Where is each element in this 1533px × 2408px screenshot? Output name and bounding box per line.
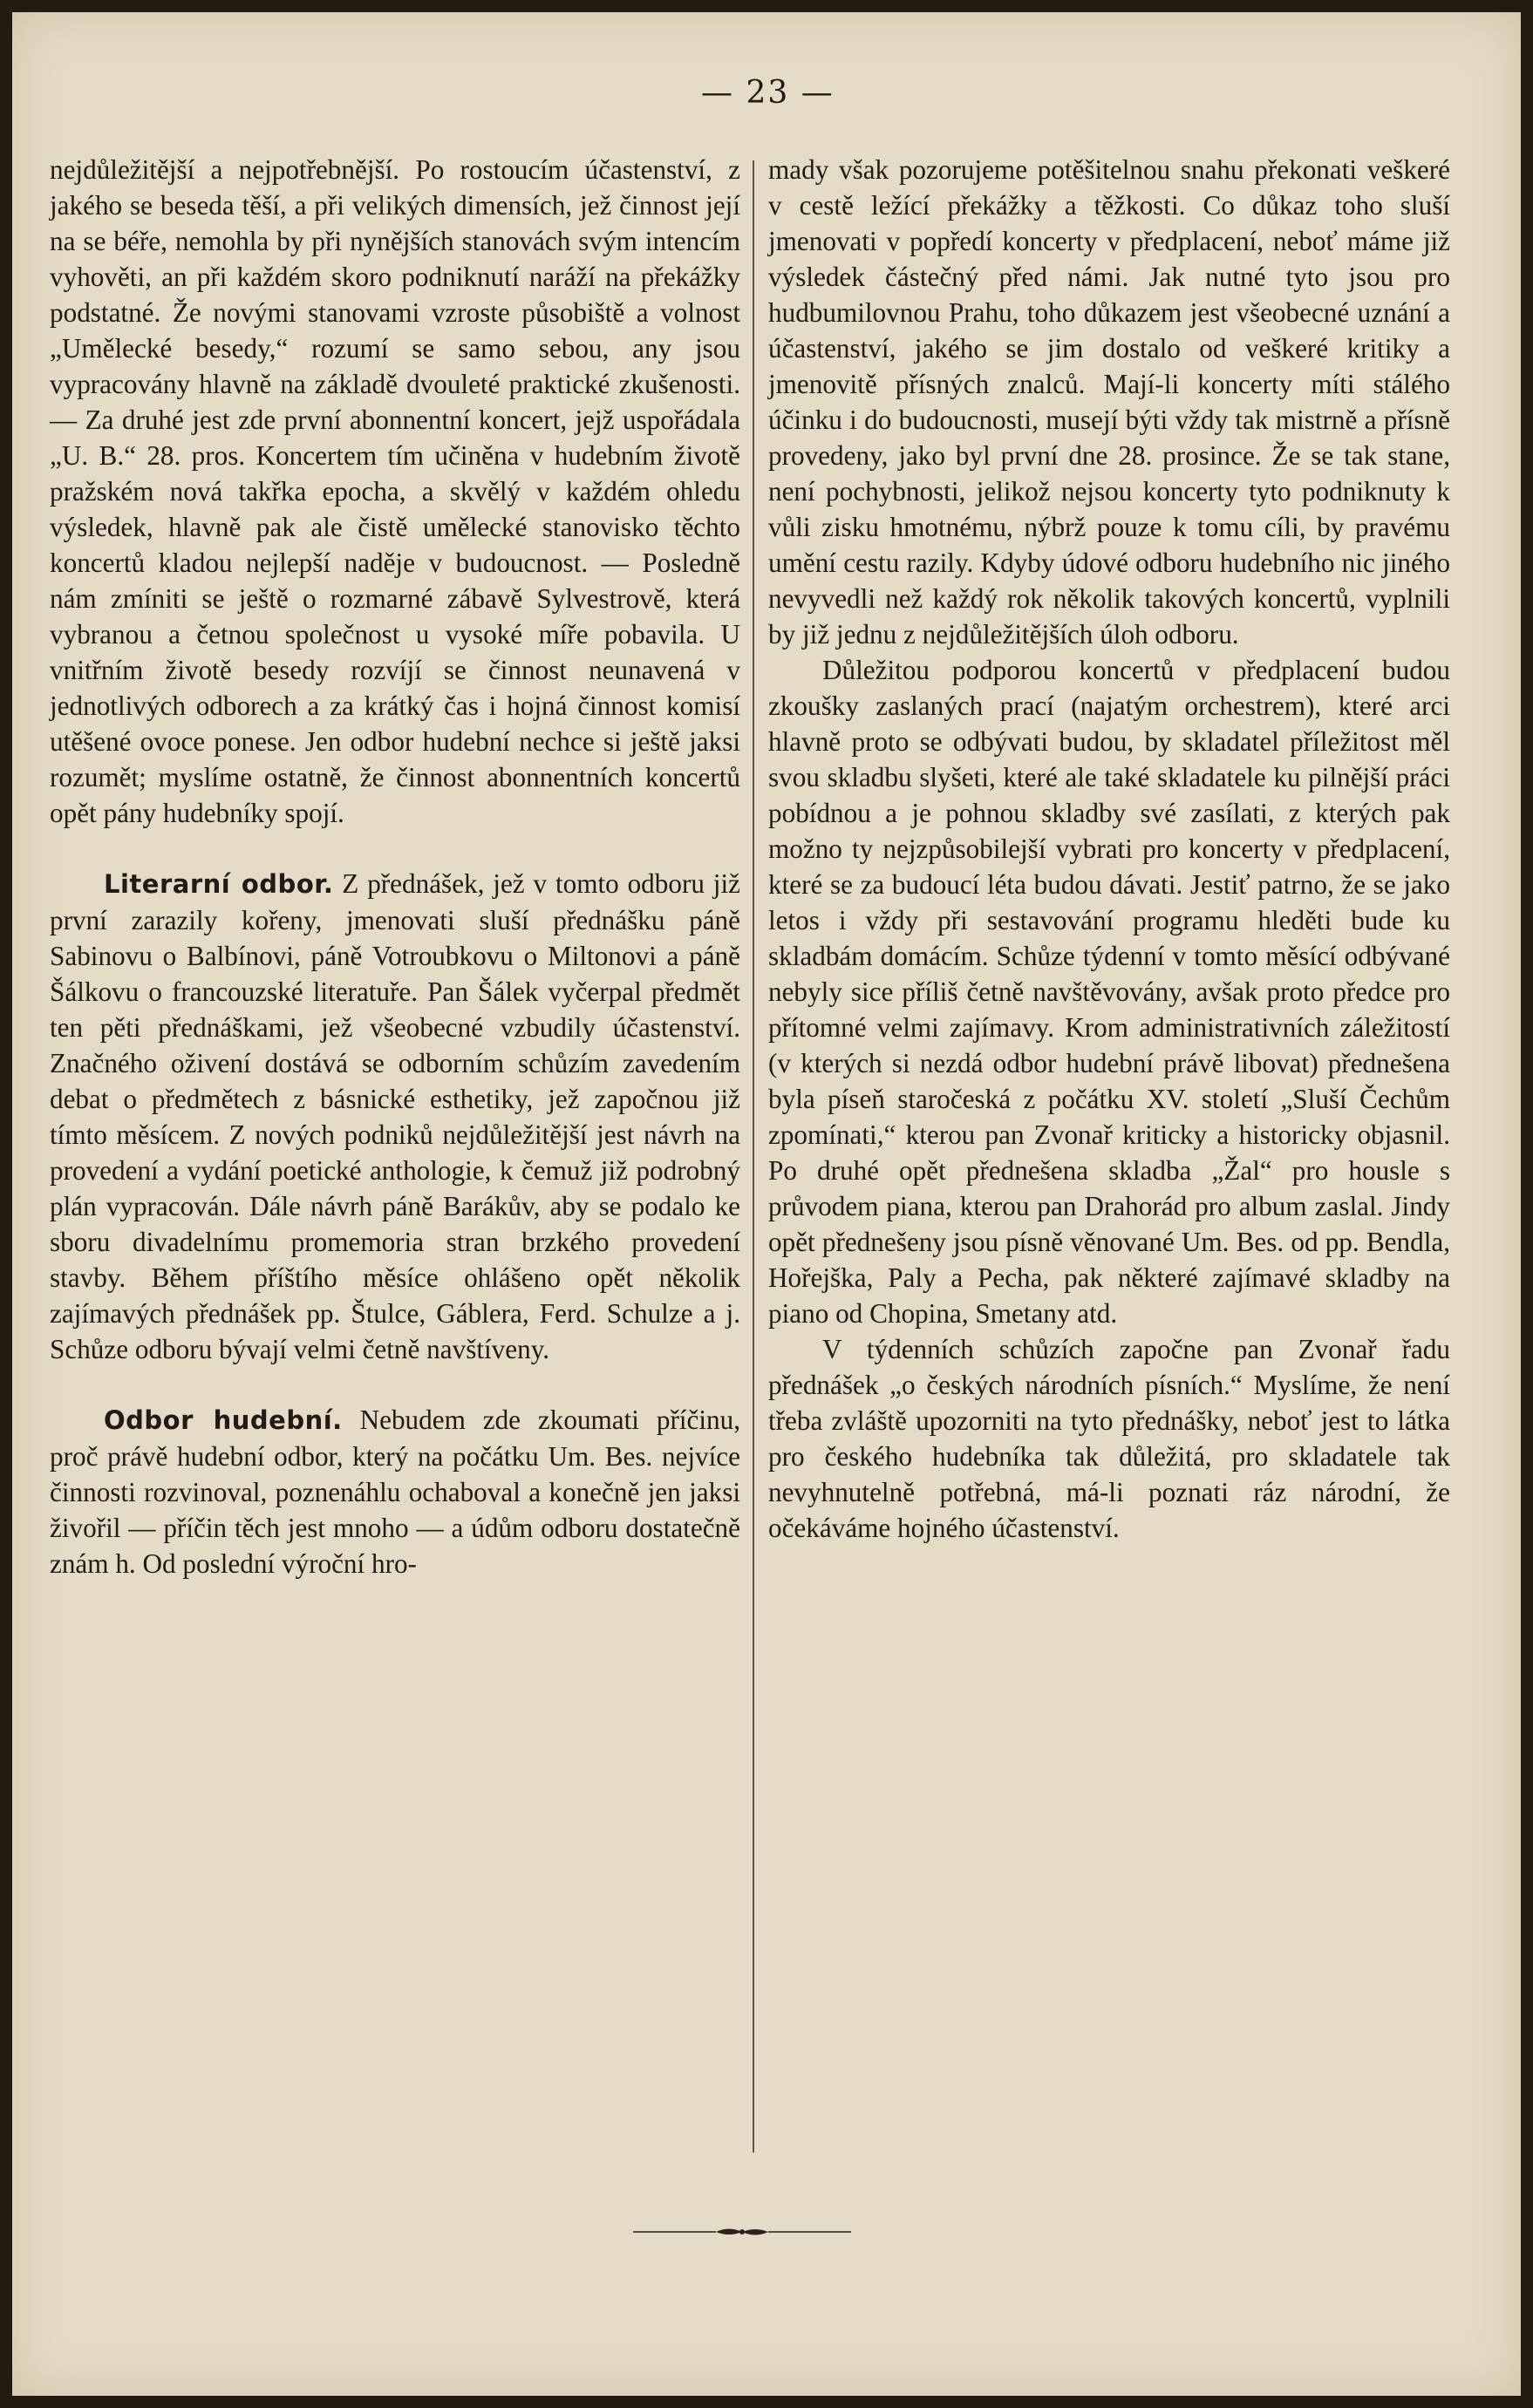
paragraph-music-section (50, 1402, 740, 1582)
column-divider (753, 160, 754, 2153)
paragraph-lectures: V týdenních schůzích započne pan Zvonař řadu přednášek „o českých národních písních.“ Myslíme, že není třeba zvláště upozorniti na tyto přednášky, neboť jest to látka pro českého hudebníka tak důležitá, pro skladatele tak nevyhnutelně potřebná, má-li poznati ráz národní, že očekáváme hojného účastenství. (768, 1334, 1450, 1543)
section-heading-literary: Literarní odbor. (104, 869, 334, 899)
paragraph-literary-section (50, 866, 740, 1367)
left-column (50, 152, 740, 1582)
newspaper-page (12, 12, 1521, 2396)
paragraph-beseda-report: nejdůležitější a nejpotřebnější. Po rostoucím účastenství, z jakého se beseda těší, a při velikých dimensích, jež činnost její na se béře, nemohla by při nynějších stanovách svým intencím vyhověti, an při každém skoro podniknutí naráží na překážky podstatné. Že novými stanovami vzroste působiště a volnost „Umělecké besedy,“ rozumí se samo sebou, any jsou vypracovány hlavně na základě dvouleté praktické zkušenosti. — Za druhé jest zde první abonnentní koncert, jejž uspořádala „U. B.“ 28. pros. Koncertem tím učiněna v hudebním životě pražském nová takřka epocha, a skvělý v každém ohledu výsledek, hlavně pak ale čistě umělecké stanovisko těchto koncertů kladou nejlepší naděje v budoucnost. — Posledně nám zmíniti se ještě o rozmarné zábavě Sylvestrově, která vybranou a četnou společnost u vysoké míře pobavila. U vnitřním životě besedy rozvíjí se činnost neunavená v jednotlivých odborech a za krátký čas i hojná činnost komisí utěšené ovoce ponese. Jen odbor hudební nechce si ještě jaksi rozumět; myslíme ostatně, že činnost abonnentních koncertů opět pány hudebníky spojí. (50, 154, 740, 828)
right-column (768, 152, 1450, 1546)
paragraph-concerts: mady však pozorujeme potěšitelnou snahu překonati veškeré v cestě ležící překážky a těžkosti. Co důkaz toho sluší jmenovati v popředí koncerty v předplacení, neboť máme již výsledek částečný před námi. Jak nutné tyto jsou pro hudbumilovnou Prahu, toho důkazem jest všeobecné uznání a účastenství, jakého se jim dostalo od veškeré kritiky a jmenovitě přísných znalců. Mají-li koncerty míti stálého účinku i do budoucnosti, musejí býti vždy tak mistrně a přísně provedeny, jako byl první dne 28. prosince. Že se tak stane, není pochybnosti, jelikož nejsou koncerty tyto podniknuty k vůli zisku hmotnému, nýbrž pouze k tomu cíli, by pravému umění cestu razily. Kdyby údové odboru hudebního nic jiného nevyvedli než každý rok několik takových koncertů, vyplnili by již jednu z nejdůležitějších úloh odboru. (768, 154, 1450, 650)
music-section-text: Nebudem zde zkoumati příčinu, proč právě hudební odbor, který na počátku Um. Bes. nejvíce činnosti rozvinoval, poznenáhlu ochaboval a konečně jen jaksi živořil — příčin těch jest mnoho — a údům odboru dostatečně znám h. Od poslední výroční hro- (50, 1405, 741, 1579)
ornament-divider-icon (633, 2223, 851, 2241)
section-heading-music: Odbor hudební. (104, 1405, 343, 1435)
paragraph-rehearsals: Důležitou podporou koncertů v předplacení budou zkoušky zaslaných prací (najatým orchestrem), které arci hlavně proto se odbývati budou, by skladatel příležitost měl svou skladbu slyšeti, které ale také skladatele ku pilnější práci pobídnou a je pohnou skladby své zasílati, z kterých pak možno ty nejzpůsobilejší vybrati pro koncerty v předplacení, které se za budoucí léta budou dávati. Jestiť patrno, že se jako letos i vždy při sestavování programu hleděti bude ku skladbám domácím. Schůze týdenní v tomto měsící odbývané nebyly sice příliš četně navštěvovány, avšak proto předce pro přítomné velmi zajímavy. Krom administrativních záležitostí (v kterých si nezdá odbor hudební právě libovat) přednešena byla píseň staročeská z počátku XV. století „Sluší Čechům zpomínati,“ kterou pan Zvonař kriticky a historicky objasnil. Po druhé opět přednešena skladba „Žal“ pro housle s průvodem piana, kterou pan Drahorád pro album zaslal. Jindy opět přednešeny jsou písně věnované Um. Bes. od pp. Bendla, Hořejška, Paly a Pecha, pak některé zajímavé skladby na piano od Chopina, Smetany atd. (768, 655, 1450, 1329)
literary-section-text: Z přednášek, jež v tomto odboru již první zarazily kořeny, jmenovati sluší přednášku páně Sabinovu o Balbínovi, páně Votroubkovu o Miltonovi a páně Šálkovu o francouzské literatuře. Pan Šálek vyčerpal předmět ten pěti přednáškami, jež všeobecné vzbudily účastenství. Značného oživení dostává se odborním schůzím zavedením debat o předmětech z básnické esthetiky, jež započnou již tímto měsícem. Z nových podniků nejdůležitější jest návrh na provedení a vydání poetické anthologie, k čemuž již podrobný plán vypracován. Dále návrh páně Barákův, aby se podalo ke sboru divadelnímu promemoria stran brzkého provedení stavby. Během příštího měsíce ohlášeno opět několik zajímavých přednášek pp. Štulce, Gáblera, Ferd. Schulze a j. Schůze odboru bývají velmi četně navštíveny. (50, 868, 740, 1364)
page-number: — 23 — (701, 75, 835, 111)
